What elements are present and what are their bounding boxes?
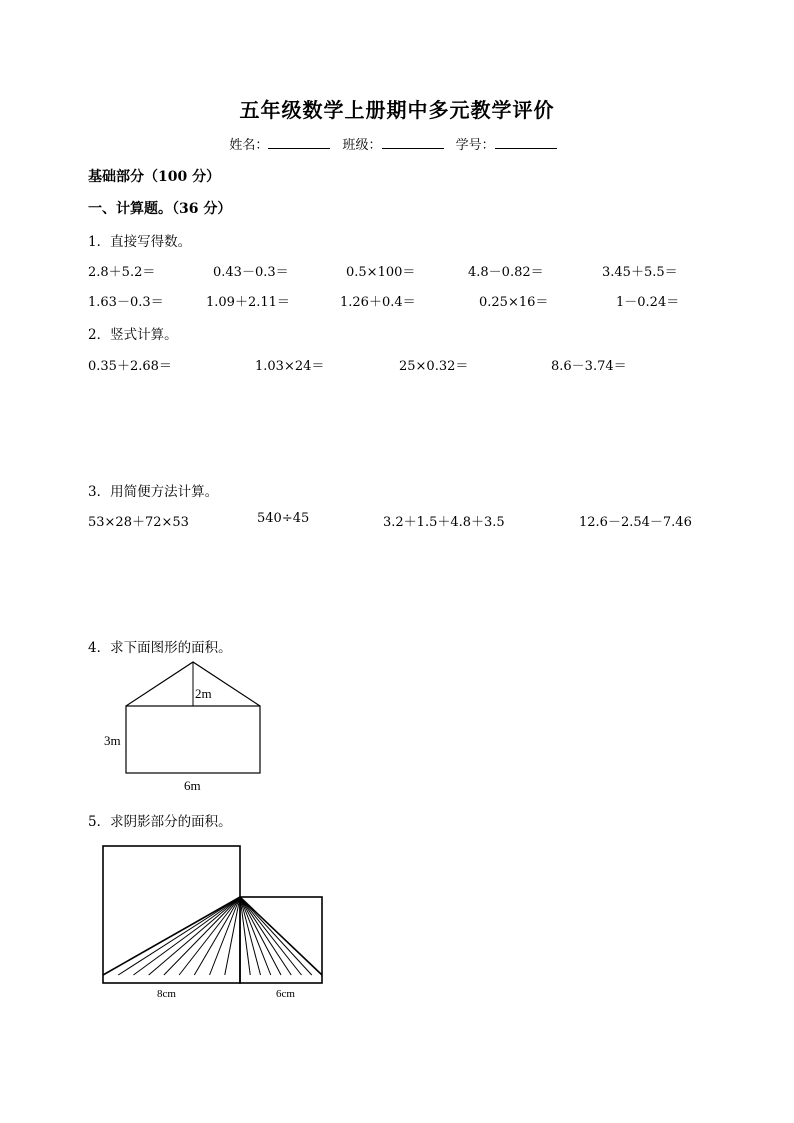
q4-house-figure xyxy=(95,655,275,800)
q3-expression: 53×28＋72×53 xyxy=(88,515,189,530)
q1-expression: 1.09＋2.11＝ xyxy=(206,295,290,310)
q1-expression: 0.25×16＝ xyxy=(479,295,549,310)
q5-shaded-region xyxy=(118,897,312,975)
q4-rectangle xyxy=(126,706,260,773)
q1-expression: 1.26＋0.4＝ xyxy=(340,295,416,310)
q3-expression: 540÷45 xyxy=(257,511,310,526)
q5-hatch-line xyxy=(118,897,240,975)
question-2-title: 2．竖式计算。 xyxy=(88,327,178,343)
q2-expression: 8.6－3.74＝ xyxy=(551,359,627,374)
q5-hatch-line xyxy=(179,897,240,975)
question-3-title: 3．用简便方法计算。 xyxy=(88,484,219,500)
q2-expression: 25×0.32＝ xyxy=(399,359,469,374)
q5-shaded-figure xyxy=(95,838,335,1008)
page-title: 五年级数学上册期中多元教学评价 xyxy=(239,98,555,122)
name-blank[interactable] xyxy=(268,136,330,149)
q5-hatch-line xyxy=(149,897,240,975)
q4-side-label: 3m xyxy=(104,733,121,748)
section-basic-heading: 基础部分（100 分） xyxy=(88,169,221,185)
q1-expression: 2.8＋5.2＝ xyxy=(88,265,156,280)
student-info-line xyxy=(0,134,794,153)
q1-expression: 0.43－0.3＝ xyxy=(213,265,289,280)
q2-expression: 1.03×24＝ xyxy=(255,359,325,374)
q5-hatch-line xyxy=(240,897,302,975)
q5-hatch-line xyxy=(240,897,281,975)
question-4-title: 4．求下面图形的面积。 xyxy=(88,640,232,656)
q3-expression: 3.2＋1.5＋4.8＋3.5 xyxy=(383,515,505,530)
q1-expression: 1.63－0.3＝ xyxy=(88,295,164,310)
q5-hatch-line xyxy=(133,897,240,975)
name-label: 姓名： xyxy=(229,138,269,153)
class-label: 班级： xyxy=(342,138,382,153)
class-blank[interactable] xyxy=(382,136,444,149)
q1-expression: 0.5×100＝ xyxy=(346,265,416,280)
question-1-title: 1．直接写得数。 xyxy=(88,234,192,250)
q2-expression: 0.35＋2.68＝ xyxy=(88,359,172,374)
q5-left-label: 8cm xyxy=(157,988,176,1000)
q1-expression: 1－0.24＝ xyxy=(616,295,680,310)
number-label: 学号： xyxy=(455,138,495,153)
question-5-title: 5．求阴影部分的面积。 xyxy=(88,814,232,830)
q4-height-label: 2m xyxy=(195,686,212,701)
q1-expression: 4.8－0.82＝ xyxy=(468,265,544,280)
section-one-heading: 一、计算题。（36 分） xyxy=(88,201,232,217)
q5-hatch-line xyxy=(164,897,240,975)
q1-expression: 3.45＋5.5＝ xyxy=(602,265,678,280)
q4-base-label: 6m xyxy=(184,778,201,793)
q5-right-label: 6cm xyxy=(276,988,295,1000)
q3-expression: 12.6－2.54－7.46 xyxy=(579,515,692,530)
number-blank[interactable] xyxy=(495,136,557,149)
q5-hatch-line xyxy=(194,897,240,975)
